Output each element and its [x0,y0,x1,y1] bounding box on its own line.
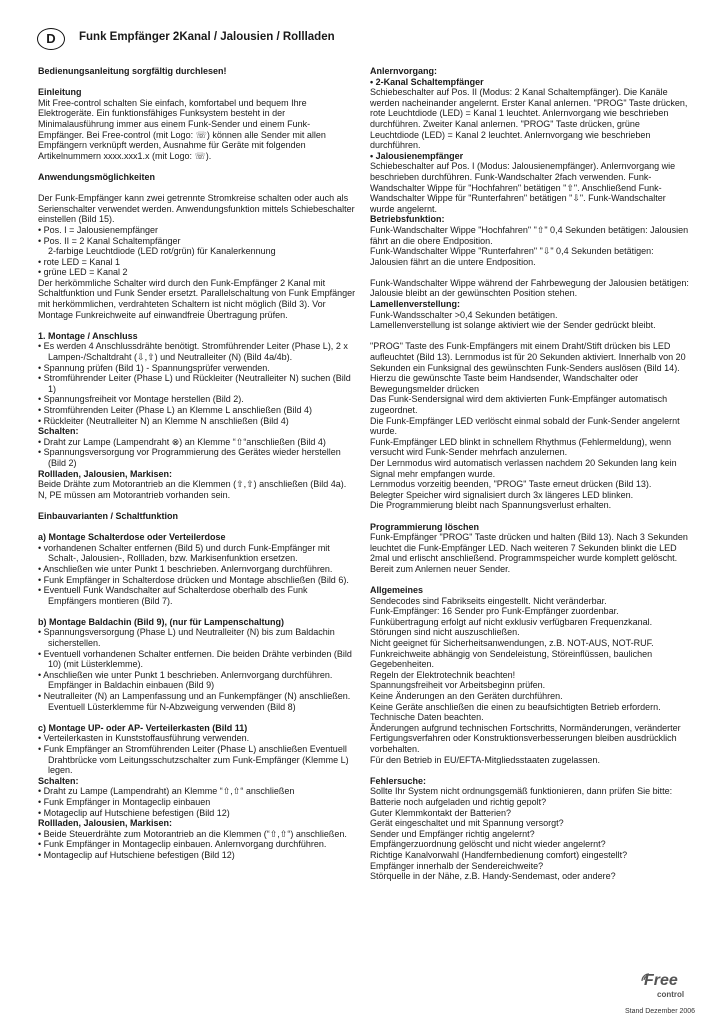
paragraph: Empfänger innerhalb der Sendereichweite? [370,860,544,871]
paragraph: Änderungen aufgrund technischen Fortschritts, Normänderungen, veränderter Fertigungsverfahren oder Konstruktionsverbesserungen bleiben ausdrücklich vorbehalten. [370,722,681,754]
paragraph: Funkübertragung erfolgt auf nicht exklusiv verfügbaren Frequenzkanal. [370,616,653,627]
section-heading: c) Montage UP- oder AP- Verteilerkasten (Bild 11) [38,722,248,733]
section-heading: Betriebsfunktion: [370,214,445,225]
page-header [37,28,687,50]
section-heading: Einleitung [38,87,82,98]
paragraph: Das Funk-Sendersignal wird dem aktivierten Funk-Empfänger automatisch zugeordnet. [370,394,668,415]
right-column [370,66,690,882]
paragraph: Funk-Empfänger "PROG" Taste drücken und halten (Bild 13). Nach 3 Sekunden leuchtet die Funk-Empfänger LED. Nach weiteren 7 Sekunden blinkt die LED 2mal und erlischt anschließend. Programmspeicher wurde komplett gelöscht. Bereit zum Anlernen neuer Sender. [370,532,688,574]
spacer [38,500,356,511]
paragraph: Richtige Kanalvorwahl (Handfernbedienung comfort) eingestellt? [370,849,628,860]
paragraph: • Anschließen wie unter Punkt 1 beschrieben. Anlernvorgang durchführen. [38,563,333,574]
left-column [38,66,356,861]
paragraph: Guter Klemmkontakt der Batterien? [370,807,512,818]
paragraph: • Funk Empfänger in Montageclip einbauen. Anlernvorgang durchführen. [38,839,327,850]
spacer [38,522,356,533]
paragraph: • Motageclip auf Hutschiene befestigen (Bild 12) [38,807,230,818]
section-heading: Rollladen, Jalousien, Markisen: [38,818,173,829]
paragraph: • Beide Steuerdrähte zum Motorantrieb an die Klemmen (“⇧,⇧“) anschließen. [38,828,347,839]
section-heading: Fehlersuche: [370,775,427,786]
section-heading: Lamellenverstellung: [370,299,461,310]
paragraph: 2-farbige Leuchtdiode (LED rot/grün) für Kanalerkennung [48,246,276,257]
spacer [38,320,356,331]
spacer [370,331,690,342]
paragraph: Der Lernmodus wird automatisch verlassen nachdem 20 Sekunden lang kein Signal mehr empfangen wurde. [370,457,677,479]
paragraph: • Funk Empfänger in Montageclip einbauen [38,796,211,807]
paragraph: • Stromführenden Leiter (Phase L) an Klemme L anschließen (Bild 4) [38,405,312,415]
paragraph: Gerät eingeschaltet und mit Spannung versorgt? [370,818,564,829]
paragraph: • vorhandenen Schalter entfernen (Bild 5) und durch Funk-Empfänger mit Schalt-, Jalousien-, Rollladen, bzw. Markisenfunktion ersetzen. [38,542,330,564]
spacer [38,712,356,723]
paragraph: • Spannungsversorgung (Phase L) und Neutralleiter (N) bis zum Baldachin sicherstellen. [38,627,335,649]
paragraph: Mit Free-control schalten Sie einfach, komfortabel und bequem Ihre Elektrogeräte. Ein funktionsfähiges Funksystem besteht in der Minimalausführung immer aus einem Funk-Sender und einem Funk-Empfänger. Bei Free-control (mit Logo: ☏) können alle Sender mit allen Empfängern verknüpft werden, Ausnahme für Geräte mit folgenden Artikelnummern xxxx.xxx1.x (mit Logo: ☏). [38,97,326,161]
paragraph: Batterie noch aufgeladen und richtig gepolt? [370,796,547,807]
paragraph: • Draht zur Lampe (Lampendraht ⊗) an Klemme “⇧“anschließen (Bild 4) [38,436,326,447]
section-heading: • 2-Kanal Schaltempfänger [370,76,484,87]
spacer [38,161,356,172]
paragraph: Funk-Wandschalter Wippe "Runterfahren" "⇩" 0,4 Sekunden betätigen: Jalousien fährt an die untere Endposition. [370,246,654,267]
paragraph: Funk-Wandsschalter >0,4 Sekunden betätigen. [370,309,558,320]
paragraph: • Stromführender Leiter (Phase L) und Rückleiter (Neutralleiter N) suchen (Bild 1) [38,373,351,394]
paragraph: • Spannungsfreiheit vor Montage herstellen (Bild 2). [38,394,244,405]
paragraph: Empfängerzuordnung gelöscht und nicht wieder angelernt? [370,839,606,850]
spacer [38,183,356,194]
section-heading: Schalten: [38,426,79,437]
section-heading: Anwendungsmöglichkeiten [38,171,156,182]
paragraph: Störungen sind nicht auszuschließen. [370,627,520,638]
paragraph: Für den Betrieb in EU/EFTA-Mitgliedsstaaten zugelassen. [370,754,600,765]
paragraph: • Anschließen wie unter Punkt 1 beschrieben. Anlernvorgang durchführen. Empfänger in Baldachin einbauen (Bild 9) [38,669,333,691]
paragraph: Funk-Empfänger: 16 Sender pro Funk-Empfänger zuordenbar. [370,606,619,617]
paragraph: Sendecodes sind Fabrikseits eingestellt. Nicht veränderbar. [370,595,607,606]
section-heading: Programmierung löschen [370,521,480,532]
spacer [370,575,690,586]
paragraph: • Draht zu Lampe (Lampendraht) an Klemme “⇧,⇧“ anschließen [38,786,295,797]
section-heading: 1. Montage / Anschluss [38,330,138,341]
paragraph: • Pos. I = Jalousienempfänger [38,224,158,235]
paragraph: • rote LED = Kanal 1 [38,256,120,267]
paragraph: • Pos. II = 2 Kanal Schaltempfänger [38,235,181,246]
paragraph: Sender und Empfänger richtig angelernt? [370,828,535,839]
spacer [38,606,356,617]
paragraph: Beide Drähte zum Motorantrieb an die Klemmen (⇧,⇧) anschließen (Bild 4a). N, PE müssen am Motorantrieb vorhanden sein. [38,479,347,500]
spacer [370,765,690,776]
free-control-logo [640,970,704,1004]
section-heading: • Jalousienempfänger [370,150,464,161]
paragraph: • Spannung prüfen (Bild 1) - Spannungsprüfer verwenden. [38,362,270,373]
paragraph: • Es werden 4 Anschlussdrähte benötigt. Stromführender Leiter (Phase L), 2 x Lampen-/Schaltdraht (⇩,⇧) und Neutralleiter (N) (Bild 4a/4b). [38,341,348,363]
paragraph: Die Programmierung bleibt nach Spannungsverlust erhalten. [370,500,612,511]
paragraph: Der herkömmliche Schalter wird durch den Funk-Empfänger 2 Kanal mit Schaltfunktion und Funk Sender ersetzt. Parallelschaltung von Funk Empfänger mit herkömmlichen, verdrahteten Schaltern ist nicht möglich (Bild 3). Vor Montage Funkreichweite auf einwandfreie Übertragung prüfen. [38,277,356,320]
paragraph: • Montageclip auf Hutschiene befestigen (Bild 12) [38,849,235,860]
paragraph: Spannungsfreiheit vor Arbeitsbeginn prüfen. [370,680,546,691]
paragraph: • Eventuell vorhandenen Schalter entfernen. Die beiden Drähte verbinden (Bild 10) (mit Lüsterklemme). [38,648,352,670]
paragraph: Lernmodus vorzeitig beenden, "PROG" Taste erneut drücken (Bild 13). [370,479,652,490]
revision-date: Stand Dezember 2006 [625,1008,696,1015]
section-heading: Bedienungsanleitung sorgfältig durchlesen! [38,66,227,76]
paragraph: • grüne LED = Kanal 2 [38,267,128,278]
section-heading: a) Montage Schalterdose oder Verteilerdose [38,532,226,543]
paragraph: • Funk Empfänger in Schalterdose drücken und Montage abschließen (Bild 6). [38,574,349,585]
spacer [370,267,690,278]
paragraph: Funk-Wandschalter Wippe während der Fahrbewegung der Jalousien betätigen: Jalousie bleibt an der gewünschten Position stehen. [370,277,689,299]
paragraph: Funk-Empfänger LED blinkt in schnellem Rhythmus (Fehlermeldung), wenn versucht wird Funk-Sender mehrfach anzulernen. [370,436,672,458]
paragraph: Keine Änderungen an den Geräten durchführen. [370,691,563,702]
paragraph: Regeln der Elektrotechnik beachten! [370,669,516,680]
section-heading: Allgemeines [370,585,424,596]
section-heading: Schalten: [38,775,79,786]
page-title: Funk Empfänger 2Kanal / Jalousien / Rollladen [79,31,335,43]
paragraph: Funk-Wandschalter Wippe "Hochfahren" "⇧" 0,4 Sekunden betätigen: Jalousien fährt an die obere Endposition. [370,224,689,246]
paragraph: • Neutralleiter (N) an Lampenfassung und an Funkempfänger (N) anschließen. Eventuell Lüsterklemme für N-Abzweigung verwenden (Bild 8) [38,691,351,712]
paragraph: Technische Daten beachten. [370,712,484,723]
paragraph: Belegter Speicher wird signalisiert durch 3x längeres LED blinken. [370,489,634,500]
paragraph: Keine Geräte anschließen die einen zu beaufsichtigten Betrieb erfordern. [370,701,661,712]
section-heading: Einbauvarianten / Schaltfunktion [38,510,179,521]
paragraph: • Rückleiter (Neutralleiter N) an Klemme N anschließen (Bild 4) [38,415,289,426]
paragraph: • Funk Empfänger an Stromführenden Leiter (Phase L) anschließen Eventuell Drahtbrücke vom Leitungsschutzschalter zum Funk-Empfänger (Klemme L) legen. [38,744,349,776]
paragraph: "PROG" Taste des Funk-Empfängers mit einem Draht/Stift drücken bis LED aufleuchtet (Bild 13). Lernmodus ist für 20 Sekunden aktiviert. Innerhalb von 20 Sekunden ein Funksignal des gewünschten Funk-Senders auslösen (Bild 14). Hierzu die gewünschte Taste beim Handsender, Wandschalter oder Bewegungsmelder drücken [370,341,686,394]
section-heading: b) Montage Baldachin (Bild 9), (nur für Lampenschaltung) [38,616,285,627]
section-heading: Anlernvorgang: [370,66,438,76]
paragraph: Schiebeschalter auf Pos. I (Modus: Jalousienempfänger). Anlernvorgang wie beschrieben durchführen. Funk-Wandschalter 2fach verwenden. Funk-Wandschalter Wippe für "Hochfahren" betätigen "⇧". Anschließend Funk-Wandschalter Wippe für "Runterfahren" betätigen "⇩". Funk-Wandschalter wurde angelernt. [370,161,676,214]
language-badge: D [37,28,65,50]
paragraph: Schiebeschalter auf Pos. II (Modus: 2 Kanal Schaltempfänger). Die Kanäle werden nacheinander angelernt. Erster Kanal anlernen. "PROG" Taste drücken, rote Leuchtdiode (LED) = Kanal 1 leuchtet. Anlernvorgang wie beschrieben durchführen. Zweiter Kanal anlernen. "PROG" Taste drücken, grüne Leuchtdiode (LED) = Kanal 2 leuchtet. Anlernvorgang wie beschrieben durchführen. [370,87,688,151]
paragraph: Funkreichweite abhängig von Sendeleistung, Störeinflüssen, baulichen Gegebenheiten. [370,648,653,670]
spacer [370,511,690,522]
paragraph: Sollte Ihr System nicht ordnungsgemäß funktionieren, dann prüfen Sie bitte: [370,786,673,797]
paragraph: • Eventuell Funk Wandschalter auf Schalterdose oberhalb des Funk Empfängers montieren (Bild 7). [38,585,308,606]
spacer [38,77,356,88]
paragraph: Störquelle in der Nähe, z.B. Handy-Sendemast, oder andere? [370,871,616,882]
paragraph: Lamellenverstellung ist solange aktiviert wie der Sender gedrückt bleibt. [370,320,656,331]
paragraph: Der Funk-Empfänger kann zwei getrennte Stromkreise schalten oder auch als Serienschalter verwendet werden. Anwendungsfunktion mittels Schiebeschalter einstellen (Bild 15). [38,193,355,225]
paragraph: Nicht geeignet für Sicherheitsanwendungen, z.B. NOT-AUS, NOT-RUF. [370,638,654,649]
section-heading: Rollladen, Jalousien, Markisen: [38,468,173,479]
logo-word: Free [644,972,678,989]
paragraph: • Verteilerkasten in Kunststoffausführung verwenden. [38,733,250,744]
paragraph: • Spannungsversorgung vor Programmierung des Gerätes wieder herstellen (Bild 2) [38,447,341,468]
paragraph: Die Funk-Empfänger LED verlöscht einmal sobald der Funk-Sender angelernt wurde. [370,415,680,437]
logo-sub: control [657,990,685,999]
